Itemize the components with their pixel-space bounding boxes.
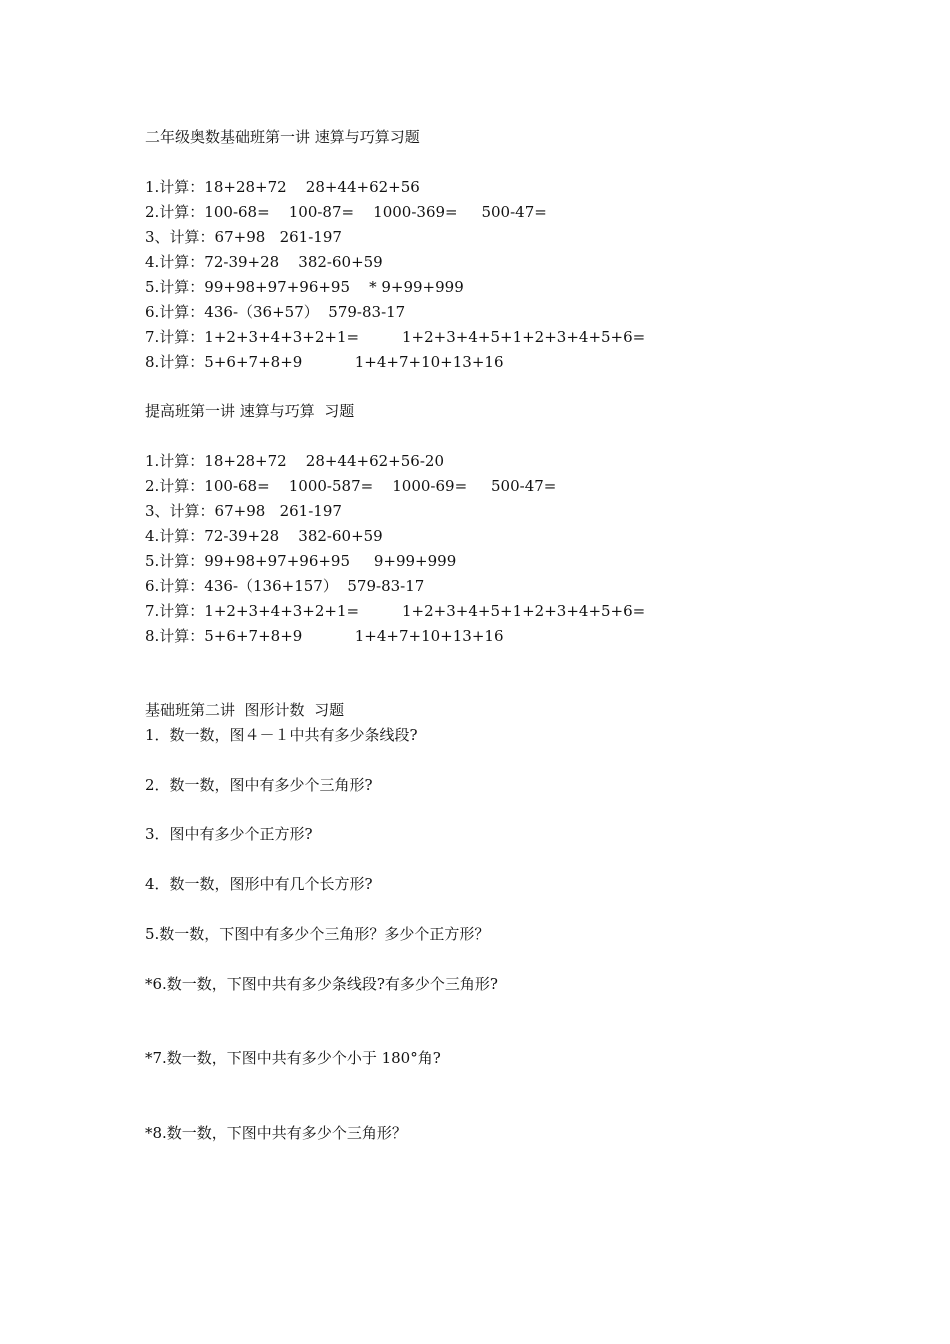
section1-item-2: 2.计算：100-68= 100-87= 1000-369= 500-47= bbox=[145, 203, 547, 221]
section3-item-2: 2．数一数，图中有多少个三角形? bbox=[145, 776, 373, 794]
section1-title: 二年级奥数基础班第一讲 速算与巧算习题 bbox=[145, 128, 420, 146]
section2-item-8: 8.计算：5+6+7+8+9 1+4+7+10+13+16 bbox=[145, 627, 504, 645]
section3-item-3: 3．图中有多少个正方形? bbox=[145, 825, 313, 843]
section3-item-1: 1．数一数，图４－１中共有多少条线段? bbox=[145, 726, 418, 744]
section2-title: 提高班第一讲 速算与巧算 习题 bbox=[145, 402, 355, 420]
section2-item-1: 1.计算：18+28+72 28+44+62+56-20 bbox=[145, 452, 444, 470]
section1-item-3: 3、计算：67+98 261-197 bbox=[145, 228, 342, 246]
section3-item-5: 5.数一数，下图中有多少个三角形？多少个正方形？ bbox=[145, 925, 490, 943]
section3-item-4: 4．数一数，图形中有几个长方形? bbox=[145, 875, 373, 893]
section2-item-6: 6.计算：436-（136+157） 579-83-17 bbox=[145, 577, 425, 595]
section2-item-4: 4.计算：72-39+28 382-60+59 bbox=[145, 527, 383, 545]
section3-item-7: *7.数一数，下图中共有多少个小于 180°角? bbox=[145, 1049, 441, 1067]
section1-item-7: 7.计算：1+2+3+4+3+2+1= 1+2+3+4+5+1+2+3+4+5+6= bbox=[145, 328, 646, 346]
section1-item-1: 1.计算：18+28+72 28+44+62+56 bbox=[145, 178, 420, 196]
section2-item-5: 5.计算：99+98+97+96+95 9+99+999 bbox=[145, 552, 457, 570]
section1-item-4: 4.计算：72-39+28 382-60+59 bbox=[145, 253, 383, 271]
section2-item-3: 3、计算：67+98 261-197 bbox=[145, 502, 342, 520]
section3-title: 基础班第二讲 图形计数 习题 bbox=[145, 701, 345, 719]
section3-item-8: *8.数一数，下图中共有多少个三角形？ bbox=[145, 1124, 407, 1142]
section1-item-6: 6.计算：436-（36+57） 579-83-17 bbox=[145, 303, 406, 321]
section1-item-8: 8.计算：5+6+7+8+9 1+4+7+10+13+16 bbox=[145, 353, 504, 371]
section1-item-5: 5.计算：99+98+97+96+95 * 9+99+999 bbox=[145, 278, 464, 296]
section3-item-6: *6.数一数，下图中共有多少条线段?有多少个三角形? bbox=[145, 975, 498, 993]
section2-item-2: 2.计算：100-68= 1000-587= 1000-69= 500-47= bbox=[145, 477, 557, 495]
section2-item-7: 7.计算：1+2+3+4+3+2+1= 1+2+3+4+5+1+2+3+4+5+6= bbox=[145, 602, 646, 620]
